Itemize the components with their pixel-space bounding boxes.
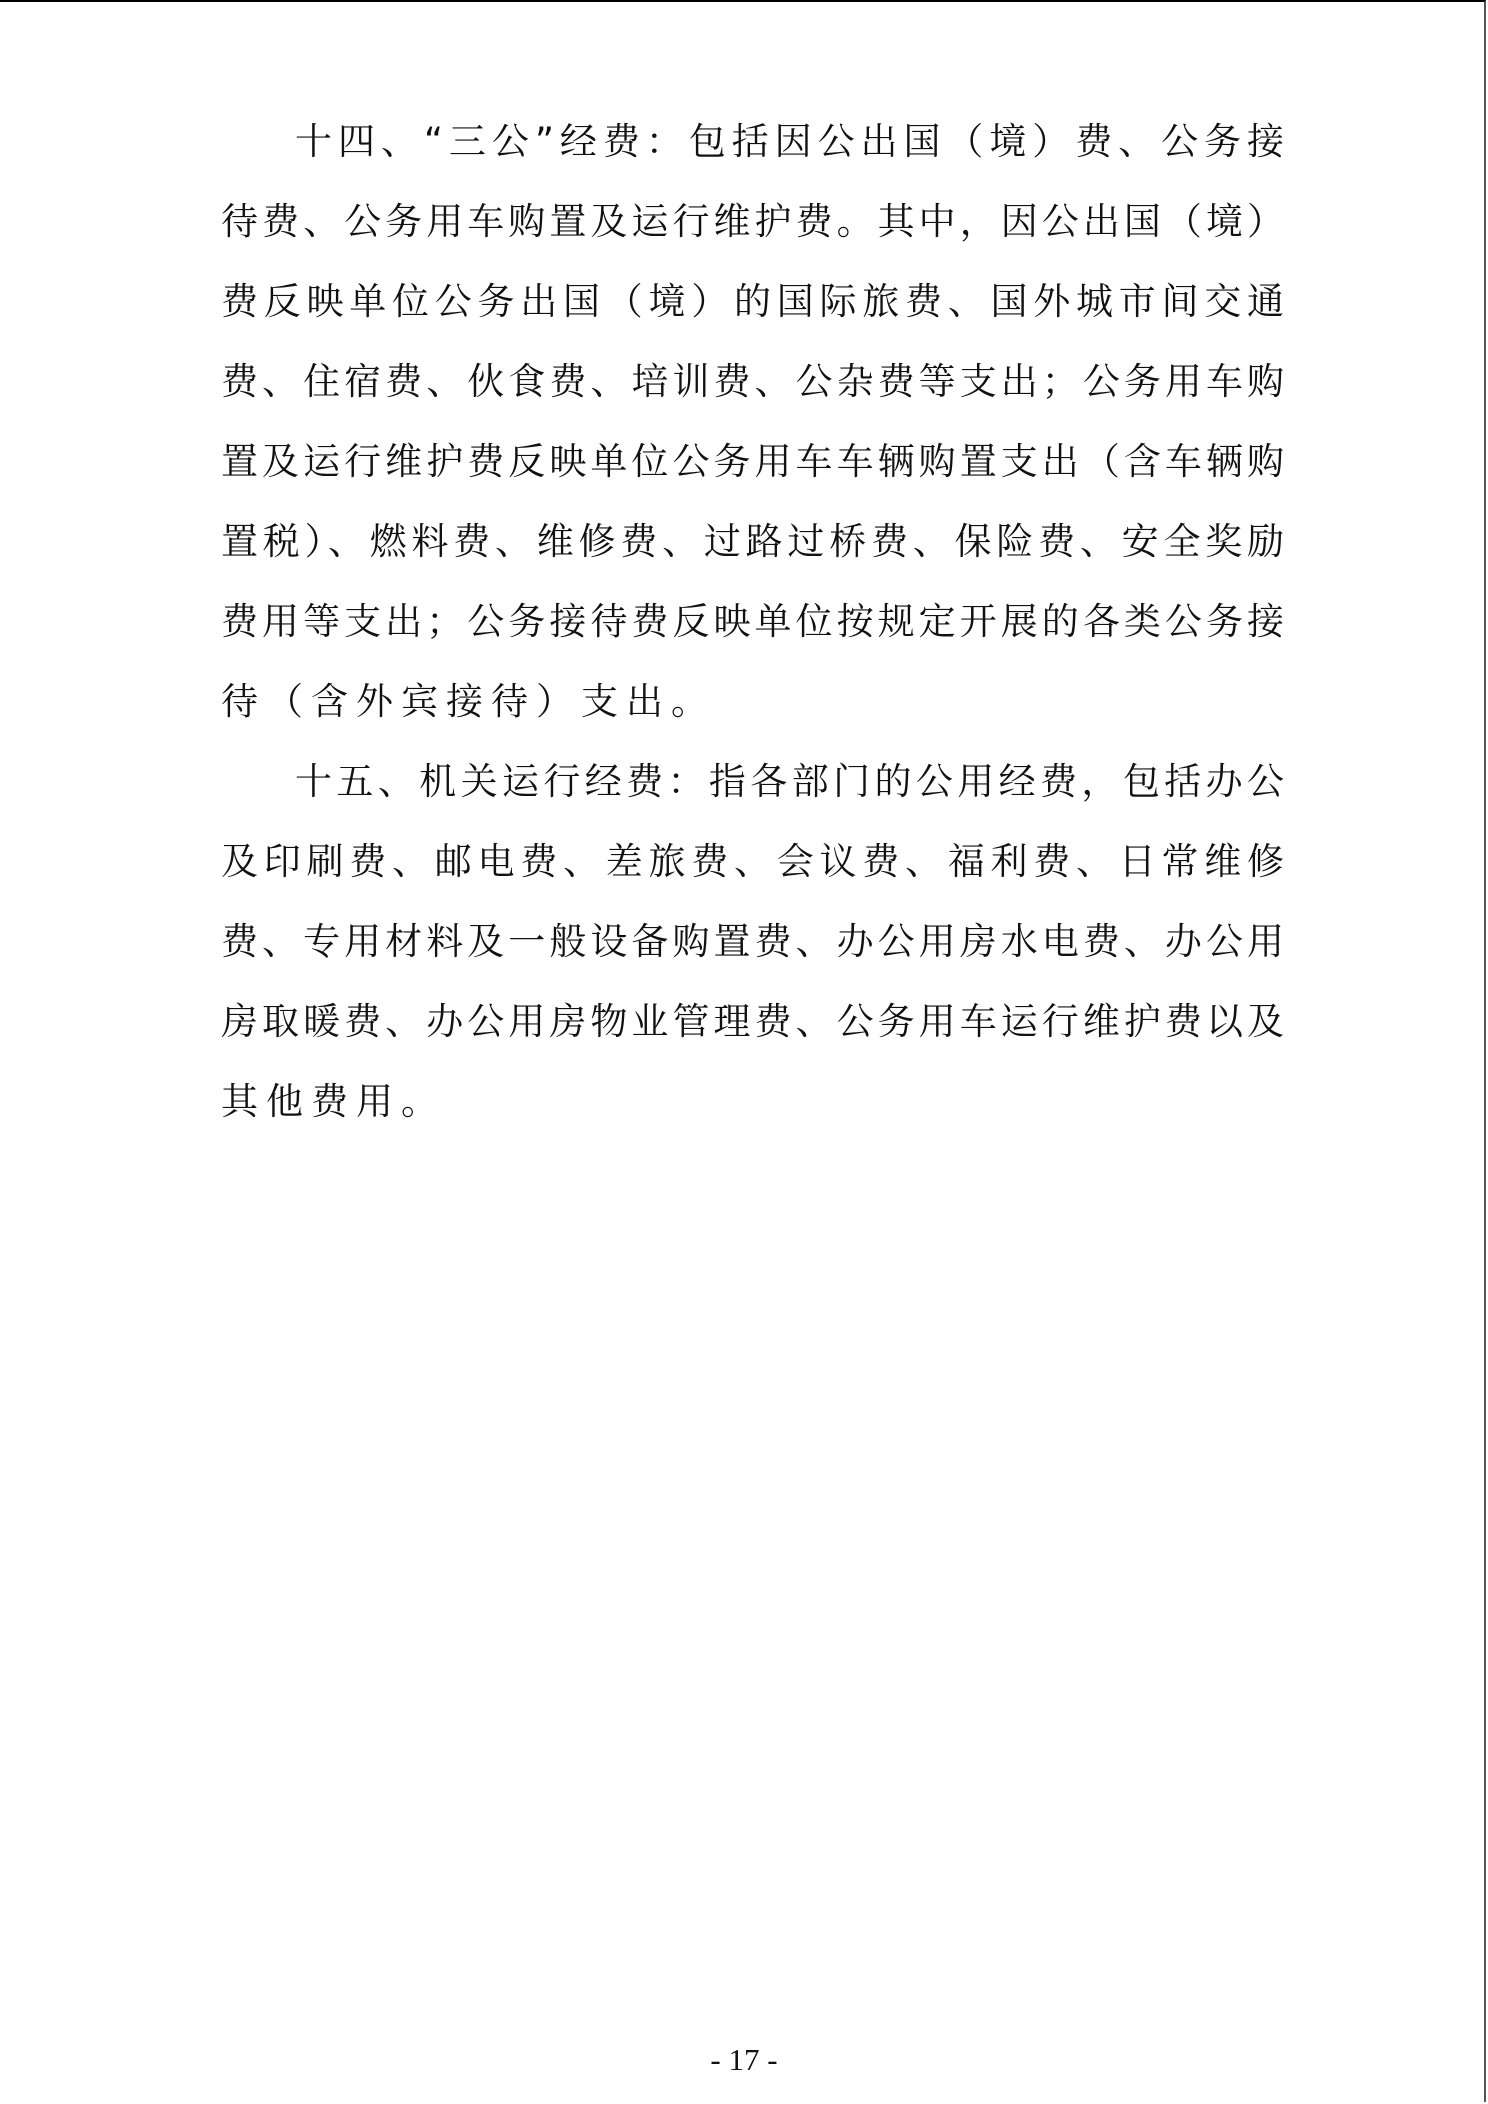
paragraph-line: 及印刷费、邮电费、差旅费、会议费、福利费、日常维修	[221, 840, 1284, 883]
paragraph-line: 待（含外宾接待）支出。	[221, 680, 716, 723]
paragraph-line: 费用等支出；公务接待费反映单位按规定开展的各类公务接	[221, 600, 1284, 643]
page-number: - 17 -	[710, 2042, 778, 2077]
paragraph-line: 费、专用材料及一般设备购置费、办公用房水电费、办公用	[221, 920, 1284, 963]
paragraph-line: 十四、“三公”经费：包括因公出国（境）费、公务接	[295, 120, 1284, 163]
paragraph-line: 待费、公务用车购置及运行维护费。其中，因公出国（境）	[221, 200, 1284, 243]
paragraph-line: 置及运行维护费反映单位公务用车车辆购置支出（含车辆购	[221, 440, 1284, 483]
document-body	[221, 102, 1284, 1142]
paragraph-item-15	[221, 742, 1284, 1142]
paragraph-line: 十五、机关运行经费：指各部门的公用经费，包括办公	[295, 760, 1284, 803]
paragraph-item-14	[221, 102, 1284, 742]
paragraph-line: 费反映单位公务出国（境）的国际旅费、国外城市间交通	[221, 280, 1284, 323]
paragraph-line: 费、住宿费、伙食费、培训费、公杂费等支出；公务用车购	[221, 360, 1284, 403]
paragraph-line: 其他费用。	[221, 1080, 446, 1123]
paragraph-line: 房取暖费、办公用房物业管理费、公务用车运行维护费以及	[221, 1000, 1284, 1043]
paragraph-line: 置税）、燃料费、维修费、过路过桥费、保险费、安全奖励	[221, 520, 1284, 563]
